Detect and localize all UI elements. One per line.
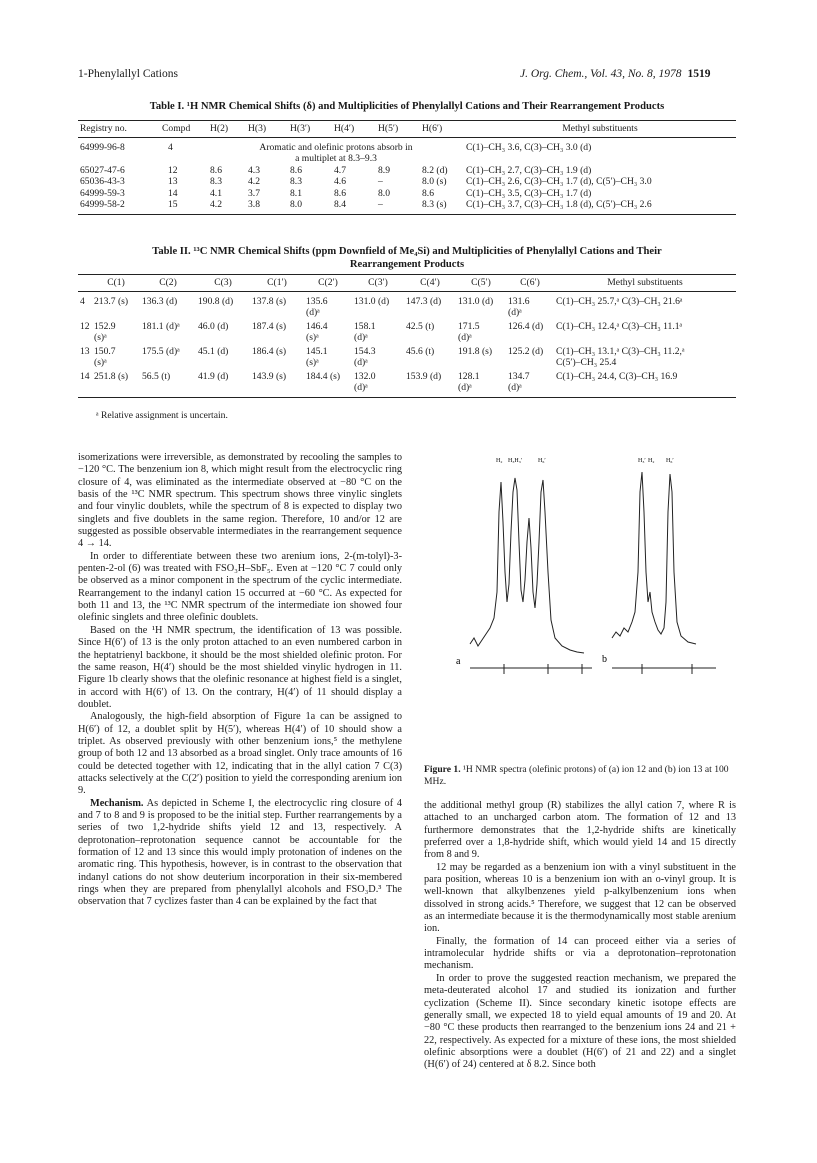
table-cell: – xyxy=(378,176,383,187)
table2 xyxy=(78,274,736,398)
table-cell: 8.3 xyxy=(290,176,302,187)
table2-caption-line: Rearrangement Products xyxy=(349,259,465,270)
cell-value: 213.7 (s) xyxy=(94,295,129,307)
table-cell xyxy=(506,370,554,398)
table2-header: C(2) xyxy=(140,275,196,292)
table-cell: C(1)–CH₃ 3.5, C(3)–CH₃ 1.7 (d) xyxy=(466,187,592,199)
table-cell xyxy=(140,320,196,345)
figure-caption-text: ¹H NMR spectra (olefinic protons) of (a) ion 12 and (b) ion 13 at 100 MHz. xyxy=(424,764,729,787)
table-row xyxy=(78,291,736,320)
table-cell xyxy=(506,291,554,320)
cell-value: 181.1 (d)ᵃ xyxy=(142,320,180,332)
table-cell xyxy=(92,370,140,398)
table-cell: C(1)–CH₃ 2.6, C(3)–CH₃ 1.7 (d), C(5′)–CH₃ 3.0 xyxy=(466,176,652,187)
table1-header: H(4′) xyxy=(332,121,376,138)
paragraph xyxy=(78,798,402,909)
span-text: Aromatic and olefinic protons absorb in xyxy=(259,141,413,153)
row-id: 4 xyxy=(80,295,85,307)
table-cell: C(1)–CH₃ 2.7, C(3)–CH₃ 1.9 (d) xyxy=(466,164,592,176)
table-cell xyxy=(92,291,140,320)
journal-citation xyxy=(520,68,711,80)
table2-header: Methyl substituents xyxy=(554,275,736,292)
table-cell xyxy=(554,370,736,398)
table-cell xyxy=(456,291,506,320)
table-row xyxy=(78,320,736,345)
peak-label: H₂ xyxy=(648,458,655,464)
cell-value: 147.3 (d) xyxy=(406,295,442,307)
table-cell: 4.2 xyxy=(210,199,222,210)
panel-label-b: b xyxy=(602,654,607,665)
table-cell xyxy=(456,370,506,398)
figure-caption-label: Figure 1. xyxy=(424,764,461,775)
cell-subvalue: C(5′)–CH₃ 25.4 xyxy=(556,357,617,368)
cell-value: 171.5 xyxy=(458,320,480,332)
paragraph: In order to differentiate between these two arenium ions, 2-(m-tolyl)-3-penten-2-ol (6) was treated with FSO₃H–SbF₅. Even at −120 °C 7 could only be observed as a minor component in the spectrum of the cyclic intermediate. Rearrangement to the indanyl cation 15 occurred at −60 °C. As expected for both 11 and 13, the ¹³C NMR spectrum of the intermediate ion showed four olefinic singlets and three olefinic doublets. xyxy=(78,550,402,624)
cell-subvalue: (d)ᵃ xyxy=(508,307,522,318)
table-cell: 8.6 xyxy=(422,187,434,199)
table-cell: 13 xyxy=(168,176,178,187)
paragraph: isomerizations were irreversible, as demonstrated by recooling the samples to −120 °C. The benzenium ion 8, which might result from the electrocyclic ring closure of 4, was eliminated as the intermediate observed at −80 °C on the basis of the ¹³C NMR spectrum. This spectrum shows three vinylic singlets and four vinylic doublets, while the spectrum of 8 is expected to display two singlets and five doublets in the same region. Therefore, 10 and/or 12 are suggested as possible observable intermediates in the rearrangement sequence 4 → 14. xyxy=(78,452,402,550)
table1-header: Registry no. xyxy=(78,121,160,138)
table-cell xyxy=(404,291,456,320)
table-cell: 8.9 xyxy=(378,164,390,176)
cell-value: 175.5 (d)ᵃ xyxy=(142,345,180,357)
cell-value: 42.5 (t) xyxy=(406,320,435,332)
table-cell: 8.3 xyxy=(210,176,222,187)
table-cell: 8.6 xyxy=(210,164,222,176)
table-cell: 65036-43-3 xyxy=(80,176,125,187)
table2-header-row xyxy=(78,275,736,292)
cell-subvalue: (s)ᵃ xyxy=(306,357,319,368)
table-cell: 64999-59-3 xyxy=(80,187,125,199)
cell-subvalue: (d)ᵃ xyxy=(508,382,522,393)
panel-label-a: a xyxy=(456,656,461,667)
table2-header: C(2′) xyxy=(304,275,352,292)
cell-value: 134.7 xyxy=(508,370,530,382)
table-cell xyxy=(506,345,554,370)
peak-label: H₆′ xyxy=(538,458,546,464)
table-cell xyxy=(140,370,196,398)
table1-header: H(2) xyxy=(208,121,246,138)
cell-subvalue: (s)ᵃ xyxy=(94,357,107,368)
table-cell xyxy=(304,345,352,370)
cell-value: 145.1 xyxy=(306,345,328,357)
spectrum-a-trace xyxy=(470,478,584,653)
page-number: 1519 xyxy=(687,68,711,80)
table1-header: H(6′) xyxy=(420,121,464,138)
table-row xyxy=(78,137,736,165)
table-cell: 3.7 xyxy=(248,187,260,199)
table-cell xyxy=(456,345,506,370)
cell-value: 45.1 (d) xyxy=(198,345,229,357)
cell-value: C(1)–CH₃ 12.4,ᵃ C(3)–CH₃ 11.1ᵃ xyxy=(556,320,683,332)
cell-subvalue: (d)ᵃ xyxy=(458,332,472,343)
row-id: 14 xyxy=(80,370,90,382)
table2-caption xyxy=(78,245,736,271)
left-column xyxy=(78,452,402,909)
row-id: 13 xyxy=(80,345,90,357)
paragraph: 12 may be regarded as a benzenium ion with a vinyl substituent in the para position, whereas 10 is a benzenium ion with an o-vinyl group. It is well-known that alkylbenzenes yield p-alkylbenzenium ions when dissolved in strong acids.⁵ Therefore, we suggest that 12 can be observed as an intermediate because it is the thermodynamically most stable arenium ion. xyxy=(424,861,736,935)
table-cell xyxy=(554,320,736,345)
table-cell: 4.2 xyxy=(248,176,260,187)
table-cell: 8.0 (s) xyxy=(422,176,447,187)
table-cell: 4.3 xyxy=(248,164,260,176)
table2-caption-line: Table II. ¹³C NMR Chemical Shifts (ppm Downfield of Me₄Si) and Multiplicities of Phenylallyl Cations and Their xyxy=(152,246,662,257)
cell-subvalue: (d)ᵃ xyxy=(458,382,472,393)
table2-header: C(4′) xyxy=(404,275,456,292)
table-cell: 8.0 xyxy=(290,199,302,210)
table-cell xyxy=(352,370,404,398)
table-cell: 8.6 xyxy=(334,187,346,199)
table-cell: 8.3 (s) xyxy=(422,199,447,210)
cell-subvalue: (s)ᵃ xyxy=(306,332,319,343)
table-cell: 12 xyxy=(168,164,178,176)
table-row xyxy=(78,176,736,188)
table2-header: C(1′) xyxy=(250,275,304,292)
table-cell xyxy=(250,345,304,370)
table-cell xyxy=(250,320,304,345)
table-cell: 8.2 (d) xyxy=(422,164,448,176)
cell-value: 251.8 (s) xyxy=(94,370,129,382)
table-cell: 4.6 xyxy=(334,176,346,187)
table-row xyxy=(78,199,736,214)
table-cell xyxy=(404,320,456,345)
cell-subvalue: (d)ᵃ xyxy=(306,307,320,318)
cell-value: 146.4 xyxy=(306,320,328,332)
paragraph: the additional methyl group (R) stabilizes the allyl cation 7, where R is attached to an uncharged carbon atom. The formation of 12 and 13 furthermore demonstrates that the 1,2-hydride shifts are kinetically preferred over a 1,8-hydride shift, which would yield 14 and 15 directly from 8 and 9. xyxy=(424,800,736,861)
figure-caption xyxy=(424,764,736,788)
table1-header: H(5′) xyxy=(376,121,420,138)
table1-header: Compd xyxy=(160,121,208,138)
span-text: a multiplet at 8.3–9.3 xyxy=(295,153,377,164)
cell-value: 41.9 (d) xyxy=(198,370,229,382)
cell-value: 131.6 xyxy=(508,295,530,307)
table-cell: 8.6 xyxy=(290,164,302,176)
cell-value: 137.8 (s) xyxy=(252,295,287,307)
journal-name: J. Org. Chem., Vol. 43, No. 8, 1978 xyxy=(520,68,682,80)
table-cell: 4.1 xyxy=(210,187,222,199)
table-cell xyxy=(404,370,456,398)
table-cell: C(1)–CH₃ 3.7, C(3)–CH₃ 1.8 (d), C(5′)–CH₃ 2.6 xyxy=(466,199,652,210)
cell-value: C(1)–CH₃ 25.7,ᵃ C(3)–CH₃ 21.6ᵃ xyxy=(556,295,683,307)
cell-value: 131.0 (d) xyxy=(458,295,494,307)
cell-value: 186.4 (s) xyxy=(252,345,287,357)
table-cell: 64999-58-2 xyxy=(80,199,125,210)
table-cell xyxy=(196,291,250,320)
table-cell xyxy=(250,291,304,320)
table-cell-span xyxy=(208,137,464,165)
table-cell xyxy=(352,320,404,345)
cell-value: 187.4 (s) xyxy=(252,320,287,332)
table-cell xyxy=(304,320,352,345)
table-cell: – xyxy=(378,199,383,210)
table1-caption: Table I. ¹H NMR Chemical Shifts (δ) and Multiplicities of Phenylallyl Cations and Their Rearrangement Products xyxy=(149,101,665,112)
cell-value: 153.9 (d) xyxy=(406,370,442,382)
table2-footnote: ᵃ Relative assignment is uncertain. xyxy=(96,410,228,421)
paragraph: Analogously, the high-field absorption of Figure 1a can be assigned to H(6′) of 12, a doublet split by H(5′), whereas H(4′) of 10 should show a triplet. As observed previously with other benzenium ions,⁵ the methylene group of both 12 and 13 absorbed as a broad singlet. Only trace amounts of 16 could be detected together with 12, indicating that in the allyl cation 7 C(3) attacks selectively at the C(2′) position to yield the corresponding arenium ion 9. xyxy=(78,711,402,797)
cell-value: 154.3 xyxy=(354,345,376,357)
table-row xyxy=(78,188,736,200)
table-cell: 14 xyxy=(168,187,178,199)
table-cell: 8.1 xyxy=(290,187,302,199)
table-cell: 64999-96-8 xyxy=(80,141,125,153)
paragraph-text: As depicted in Scheme I, the electrocyclic ring closure of 4 and 7 to 8 and 9 is proposed to be the initial step. Further rearrangements by a series of two 1,2-hydride shifts yield 12 and 13, respectively. A deprotonation–reprotonation sequence cannot be accountable for the formation of 12 and 13 since this would imply protonation of indenes on the aromatic ring. This hypothesis, however, is in contrast to the observation that indanyl cations do not show deuterium incorporation in their six-membered rings when they are prepared from phenylallyl alcohols and FSO₃D.³ The observation that 7 cyclizes faster than 4 can be explained by the fact that xyxy=(78,797,402,908)
cell-value: 191.8 (s) xyxy=(458,345,493,357)
section-heading: Mechanism. xyxy=(90,797,144,809)
cell-value: 128.1 xyxy=(458,370,480,382)
table-cell: C(1)–CH₃ 3.6, C(3)–CH₃ 3.0 (d) xyxy=(466,141,592,153)
table-cell xyxy=(140,291,196,320)
table-cell xyxy=(456,320,506,345)
cell-subvalue: (d)ᵃ xyxy=(354,332,368,343)
table-cell: 4 xyxy=(168,141,173,153)
cell-value: 126.4 (d) xyxy=(508,320,544,332)
row-id: 12 xyxy=(80,320,90,332)
cell-value: 136.3 (d) xyxy=(142,295,178,307)
table-cell xyxy=(506,320,554,345)
table1-header: H(3) xyxy=(246,121,288,138)
table2-header xyxy=(78,275,92,292)
table-row xyxy=(78,345,736,370)
table2-header: C(6′) xyxy=(506,275,554,292)
table1-header: H(3′) xyxy=(288,121,332,138)
cell-value: 143.9 (s) xyxy=(252,370,287,382)
cell-subvalue: (d)ᵃ xyxy=(354,357,368,368)
cell-value: C(1)–CH₃ 13.1,ᵃ C(3)–CH₃ 11.2,ᵃ xyxy=(556,345,685,357)
running-title: 1-Phenylallyl Cations xyxy=(78,68,178,80)
cell-value: 135.6 xyxy=(306,295,328,307)
table1-header: Methyl substituents xyxy=(464,121,736,138)
table-cell xyxy=(554,345,736,370)
table1-header-row xyxy=(78,121,736,138)
table-cell: 3.8 xyxy=(248,199,260,210)
table-cell xyxy=(304,291,352,320)
paragraph: Finally, the formation of 14 can proceed either via a series of intramolecular hydride shifts or via a deprotonation–reprotonation mechanism. xyxy=(424,935,736,972)
table-cell xyxy=(554,291,736,320)
table2-header: C(3′) xyxy=(352,275,404,292)
table-cell: 4.7 xyxy=(334,164,346,176)
peak-label: H₃′ xyxy=(638,458,646,464)
table2-header: C(1) xyxy=(92,275,140,292)
table-cell xyxy=(196,320,250,345)
paragraph: Based on the ¹H NMR spectrum, the identification of 13 was possible. Since H(6′) of 13 is the only proton attached to an even numbered carbon in the heptatrienyl backbone, it should be the most shielded olefinic proton. For the same reason, H(4′) should be the most shielded vinylic hydrogen in 11. Figure 1b clearly shows that the olefinic resonance at highest field is a singlet, in accord with H(6′) of 13. On the contrary, H(4′) of 11 should display a doublet. xyxy=(78,624,402,710)
cell-value: 132.0 xyxy=(354,370,376,382)
table-cell: 15 xyxy=(168,199,178,210)
cell-value: C(1)–CH₃ 24.4, C(3)–CH₃ 16.9 xyxy=(556,370,678,382)
right-column xyxy=(424,800,736,1072)
cell-value: 131.0 (d) xyxy=(354,295,390,307)
cell-subvalue: (s)ᵃ xyxy=(94,332,107,343)
table-row xyxy=(78,370,736,398)
cell-value: 45.6 (t) xyxy=(406,345,435,357)
nmr-spectra-figure xyxy=(452,452,736,752)
table-cell xyxy=(140,345,196,370)
cell-value: 152.9 xyxy=(94,320,116,332)
table-cell: 8.4 xyxy=(334,199,346,210)
cell-subvalue: (d)ᵃ xyxy=(354,382,368,393)
spectrum-b-trace xyxy=(612,472,696,644)
peak-label: H₃H₃′ xyxy=(508,458,523,464)
paragraph: In order to prove the suggested reaction mechanism, we prepared the meta-deuterated alcohol 17 and studied its ionization and further cyclization (Scheme II). Since secondary kinetic isotope effects are generally small, we expected 18 to yield equal amounts of 19 and 20. At −80 °C these products then rearranged to the benzenium ions 24 and 21 + 22, respectively. As expected for a mixture of these ions, the most shielded olefinic absorptions were a doublet (H(6′) of 21 and 22) and a singlet (H(6′) of 24) centered at δ 8.2. Since both xyxy=(424,972,736,1071)
cell-value: 184.4 (s) xyxy=(306,370,341,382)
cell-value: 158.1 xyxy=(354,320,376,332)
table-row xyxy=(78,165,736,177)
table-cell: 8.0 xyxy=(378,187,390,199)
cell-value: 125.2 (d) xyxy=(508,345,544,357)
table-cell xyxy=(92,345,140,370)
cell-value: 46.0 (d) xyxy=(198,320,229,332)
table-cell xyxy=(404,345,456,370)
table-cell xyxy=(196,345,250,370)
table2-header: C(5′) xyxy=(456,275,506,292)
table-cell: 65027-47-6 xyxy=(80,164,125,176)
peak-label: H₆′ xyxy=(666,458,674,464)
cell-value: 190.8 (d) xyxy=(198,295,234,307)
cell-value: 56.5 (t) xyxy=(142,370,171,382)
cell-value: 150.7 xyxy=(94,345,116,357)
table-cell xyxy=(92,320,140,345)
peak-label: H₂ xyxy=(496,458,503,464)
table-cell xyxy=(352,345,404,370)
table-cell xyxy=(250,370,304,398)
table-cell xyxy=(352,291,404,320)
table-cell xyxy=(304,370,352,398)
table1 xyxy=(78,120,736,215)
table2-header: C(3) xyxy=(196,275,250,292)
table-cell xyxy=(196,370,250,398)
